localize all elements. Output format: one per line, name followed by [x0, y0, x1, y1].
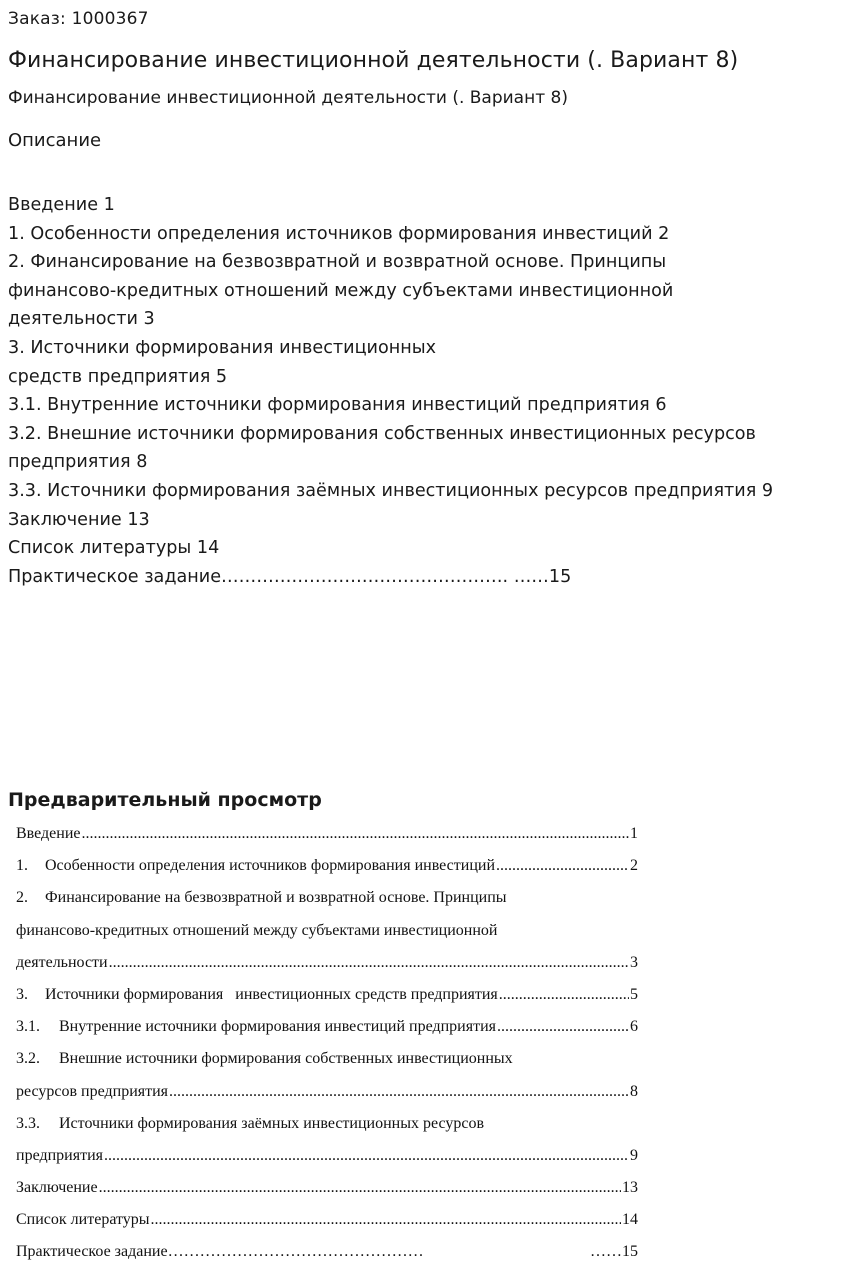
toc-line: Введение 1	[8, 195, 115, 215]
preview-label: Введение	[16, 825, 81, 842]
preview-row-section-2-line-3	[16, 947, 638, 979]
preview-row-section-3-3-line-2	[16, 1140, 638, 1172]
preview-row-section-3-2-line-2	[16, 1076, 638, 1108]
description-toc	[8, 191, 840, 591]
preview-label: Список литературы	[16, 1211, 150, 1229]
description-heading: Описание	[8, 130, 102, 151]
preview-page-number: 5	[630, 985, 638, 1003]
preview-row-section-1	[16, 850, 638, 882]
leader-dots	[169, 1076, 629, 1108]
preview-section-number: 1.	[16, 857, 28, 875]
leader-dots	[82, 818, 630, 850]
preview-row-intro	[16, 818, 638, 850]
preview-label: Внутренние источники формирования инвестиций предприятия	[59, 1018, 497, 1036]
leader-dots	[104, 1140, 629, 1172]
toc-line: 1. Особенности определения источников формирования инвестиций 2	[8, 223, 670, 244]
preview-label: финансово-кредитных отношений между субъектами инвестиционной	[16, 921, 498, 939]
toc-line: Заключение 13	[8, 509, 150, 530]
toc-line: 2. Финансирование на безвозвратной и возвратной основе. Принципы	[8, 252, 667, 273]
toc-line: 3.1. Внутренние источники формирования инвестиций предприятия 6	[8, 395, 667, 416]
preview-section-number: 3.1.	[16, 1018, 40, 1036]
preview-row-practice	[16, 1236, 638, 1268]
leader-dots	[497, 1011, 629, 1043]
toc-line: 3. Источники формирования инвестиционных	[8, 337, 437, 358]
preview-row-conclusion	[16, 1172, 638, 1204]
leader-dots	[499, 979, 629, 1011]
preview-row-section-3	[16, 979, 638, 1011]
toc-line: деятельности 3	[8, 309, 155, 330]
preview-label: Особенности определения источников формирования инвестиций	[45, 857, 496, 875]
preview-row-section-2-line-2	[16, 915, 638, 947]
preview-label: Внешние источники формирования собственных инвестиционных	[59, 1050, 513, 1068]
preview-row-section-3-1	[16, 1011, 638, 1043]
preview-label: Источники формирования инвестиционных средств предприятия	[45, 985, 498, 1003]
preview-section-number: 2.	[16, 889, 28, 907]
toc-line: средств предприятия 5	[8, 366, 228, 387]
preview-page-number: 3	[630, 953, 638, 971]
preview-label: Практическое задание…………………………………………	[16, 1243, 424, 1261]
preview-label: ресурсов предприятия	[16, 1082, 169, 1100]
order-number: Заказ: 1000367	[8, 9, 149, 29]
preview-row-section-3-2-line-1	[16, 1043, 638, 1075]
preview-row-section-2-line-1	[16, 882, 638, 914]
preview-label: предприятия	[16, 1146, 103, 1164]
preview-section-number: 3.	[16, 985, 28, 1003]
preview-page-number: 1	[630, 825, 638, 842]
leader-dots	[99, 1172, 621, 1204]
toc-line: Список литературы 14	[8, 538, 220, 559]
preview-page-number: 14	[622, 1211, 638, 1229]
preview-page-number: 2	[630, 857, 638, 875]
preview-page-number: 13	[622, 1179, 638, 1197]
preview-label: деятельности	[16, 953, 108, 971]
preview-page-number: ……15	[590, 1243, 638, 1261]
leader-dots	[109, 947, 629, 979]
page-subtitle: Финансирование инвестиционной деятельности (. Вариант 8)	[8, 88, 568, 108]
preview-label: Источники формирования заёмных инвестиционных ресурсов	[59, 1114, 485, 1132]
preview-document	[16, 818, 638, 1269]
toc-line: финансово-кредитных отношений между субъектами инвестиционной	[8, 280, 674, 301]
toc-line: предприятия 8	[8, 452, 148, 473]
page-title: Финансирование инвестиционной деятельности (. Вариант 8)	[8, 48, 739, 73]
preview-row-literature	[16, 1204, 638, 1236]
preview-section-number: 3.2.	[16, 1050, 40, 1068]
preview-label: Заключение	[16, 1179, 98, 1197]
preview-row-section-3-3-line-1	[16, 1108, 638, 1140]
preview-page-number: 9	[630, 1146, 638, 1164]
leader-dots	[151, 1204, 621, 1236]
leader-dots	[496, 850, 629, 882]
preview-section-number: 3.3.	[16, 1114, 40, 1132]
preview-page-number: 6	[630, 1018, 638, 1036]
preview-label: Финансирование на безвозвратной и возвратной основе. Принципы	[45, 889, 507, 907]
toc-line: 3.3. Источники формирования заёмных инвестиционных ресурсов предприятия 9	[8, 480, 774, 501]
preview-page-number: 8	[630, 1082, 638, 1100]
toc-line: 3.2. Внешние источники формирования собственных инвестиционных ресурсов	[8, 423, 756, 444]
preview-heading: Предварительный просмотр	[8, 789, 322, 811]
toc-line: Практическое задание…………………………………………. ……15	[8, 566, 572, 587]
